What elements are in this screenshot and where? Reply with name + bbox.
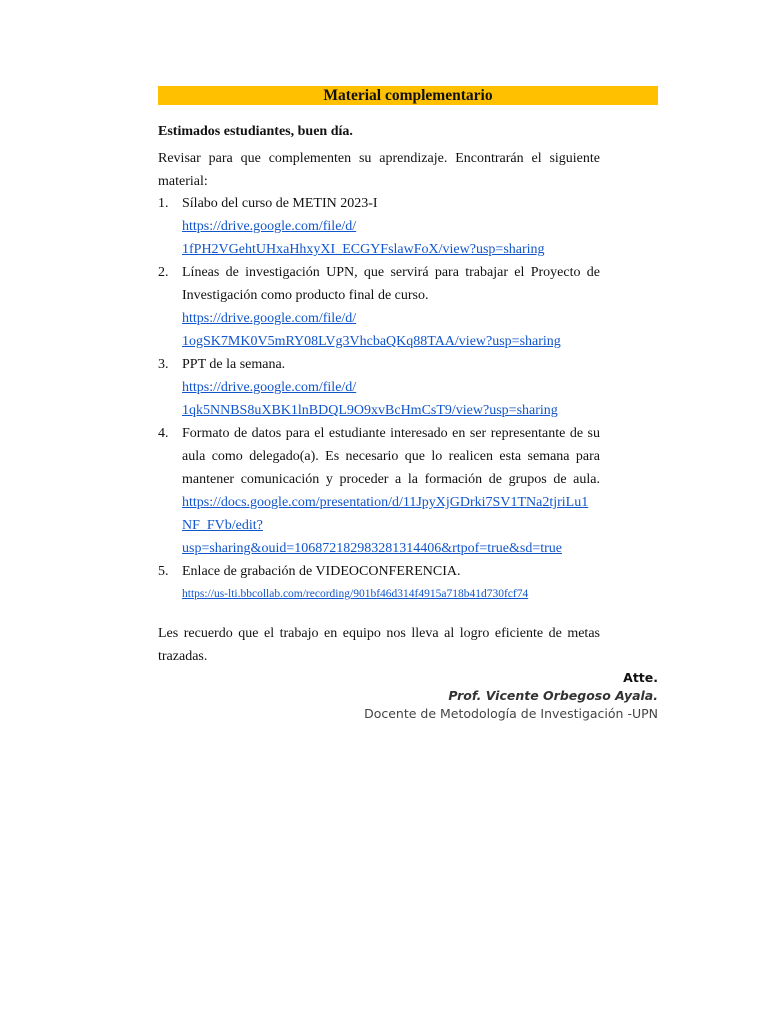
item-text: PPT de la semana. <box>182 357 286 372</box>
recording-link[interactable]: https://us-lti.bbcollab.com/recording/901bf46d314f4915a718b41d730fcf74 <box>182 588 529 600</box>
item-text-line: mantener comunicación y proceder a la formación de grupos de aula. <box>182 472 600 487</box>
item-number: 5. <box>158 564 169 579</box>
list-item-4 <box>158 422 600 560</box>
syllabus-link[interactable]: https://drive.google.com/file/d/ 1fPH2VGehtUHxaHhxyXI_ECGYFslawFoX/view?usp=sharing <box>182 219 545 257</box>
material-list <box>158 192 600 606</box>
list-item-5 <box>158 560 600 606</box>
intro-line-2: material: <box>158 174 208 189</box>
ppt-link[interactable]: https://drive.google.com/file/d/ 1qk5NNBS8uXBK1lnBDQL9O9xvBcHmCsT9/view?usp=sharing <box>182 380 558 418</box>
item-number: 1. <box>158 196 169 211</box>
item-number: 4. <box>158 426 169 441</box>
intro-line-1: Revisar para que complementen su aprendizaje. Encontrarán el siguiente <box>158 151 600 166</box>
list-item-1 <box>158 192 600 261</box>
item-text-line: Formato de datos para el estudiante interesado en ser representante de su <box>182 426 600 441</box>
item-number: 3. <box>158 357 169 372</box>
delegate-form-link[interactable]: https://docs.google.com/presentation/d/11JpyXjGDrki7SV1TNa2tjriLu1 NF_FVb/edit? usp=sharing&ouid=106872182983281314406&rtpof=true&sd=true <box>182 495 589 556</box>
item-text-line: Investigación como producto final de curso. <box>182 288 429 303</box>
list-item-2 <box>158 261 600 353</box>
closing-line-1: Les recuerdo que el trabajo en equipo nos lleva al logro eficiente de metas <box>158 626 600 641</box>
item-text: Sílabo del curso de METIN 2023-I <box>182 196 378 211</box>
item-text: Enlace de grabación de VIDEOCONFERENCIA. <box>182 564 461 579</box>
signature-name: Prof. Vicente Orbegoso Ayala. <box>448 688 658 703</box>
research-lines-link[interactable]: https://drive.google.com/file/d/ 1ogSK7MK0V5mRY08LVg3VhcbaQKq88TAA/view?usp=sharing <box>182 311 561 349</box>
closing-line-2: trazadas. <box>158 649 208 664</box>
closing-paragraph <box>158 622 600 668</box>
intro-paragraph <box>158 147 600 193</box>
signature-atte: Atte. <box>623 670 658 685</box>
item-text-line: Líneas de investigación UPN, que servirá para trabajar el Proyecto de <box>182 265 600 280</box>
item-text-line: aula como delegado(a). Es necesario que lo realicen esta semana para <box>182 449 600 464</box>
signature-role: Docente de Metodología de Investigación -UPN <box>364 706 658 721</box>
list-item-3 <box>158 353 600 422</box>
document-title: Material complementario <box>158 86 658 105</box>
greeting: Estimados estudiantes, buen día. <box>158 124 353 139</box>
item-number: 2. <box>158 265 169 280</box>
document-page <box>158 86 658 721</box>
